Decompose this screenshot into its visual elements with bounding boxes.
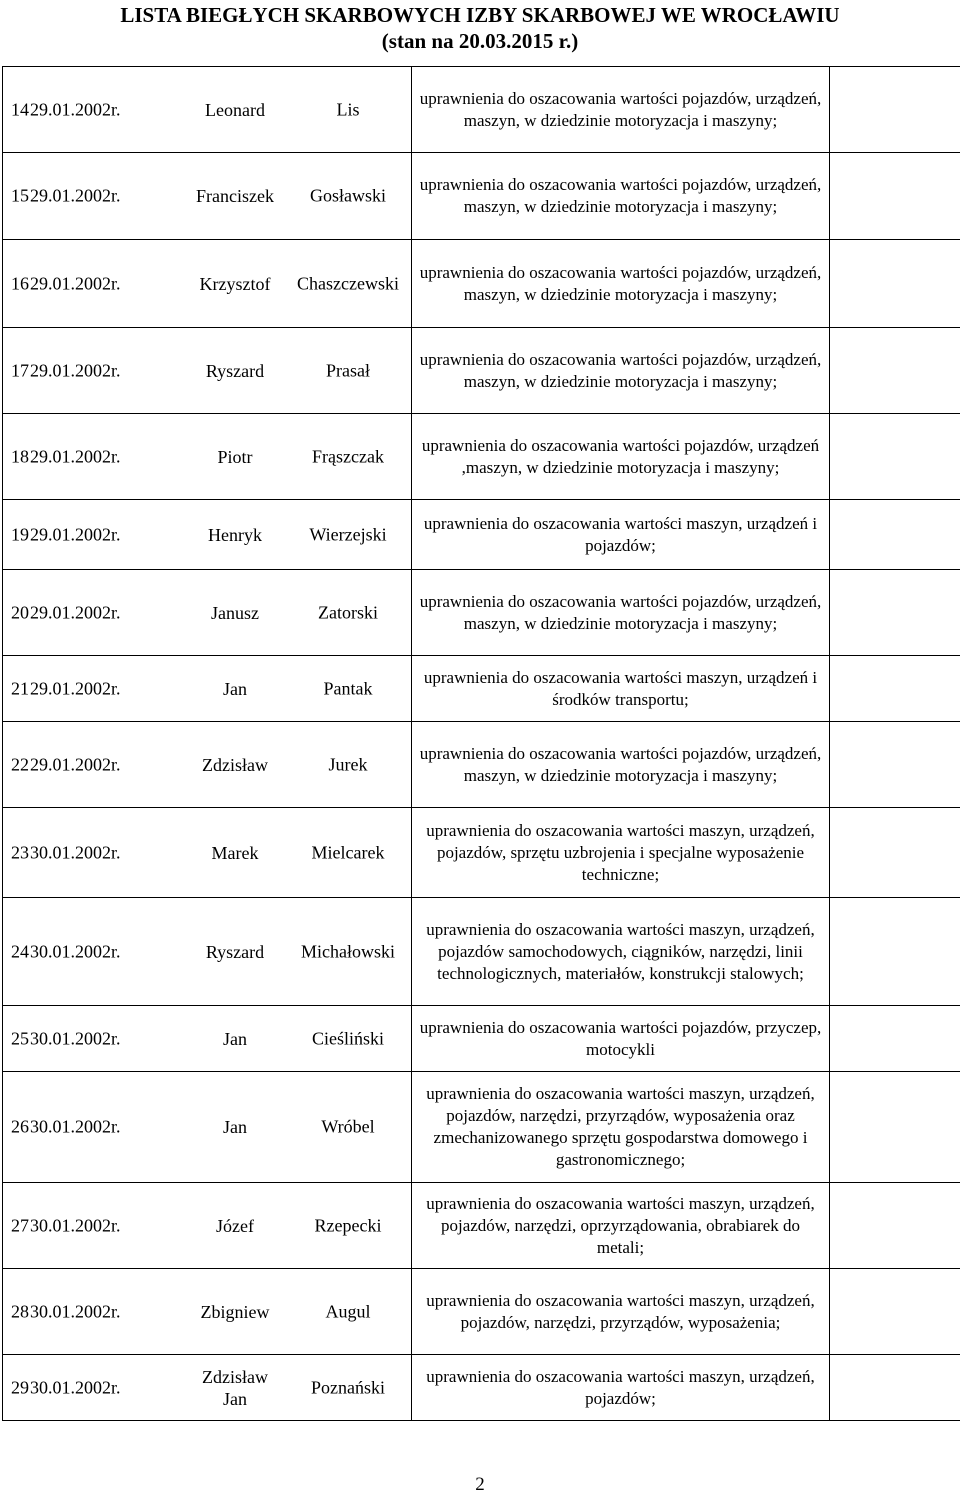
document-subtitle: (stan na 20.03.2015 r.) xyxy=(0,29,960,53)
expert-cell xyxy=(3,1355,412,1421)
row-number: 25 xyxy=(11,1028,29,1049)
scope-cell xyxy=(412,722,830,808)
empty-cell xyxy=(830,153,960,240)
table-row xyxy=(3,1072,960,1183)
table-row xyxy=(3,153,960,240)
table-row xyxy=(3,414,960,500)
table-row xyxy=(3,1006,960,1072)
first-name: Marek xyxy=(212,842,259,864)
last-name: Frąszczak xyxy=(312,446,384,467)
scope-cell xyxy=(412,898,830,1006)
empty-cell xyxy=(830,240,960,328)
appointment-date: 30.01.2002r. xyxy=(30,1028,121,1049)
empty-cell xyxy=(830,808,960,898)
appointment-date: 29.01.2002r. xyxy=(30,186,121,207)
scope-text: uprawnienia do oszacowania wartości maszyn, urządzeń i pojazdów; xyxy=(412,513,829,557)
last-name: Augul xyxy=(326,1301,371,1322)
row-number: 23 xyxy=(11,842,29,863)
appointment-date: 29.01.2002r. xyxy=(30,446,121,467)
expert-cell xyxy=(3,500,412,570)
first-name: Józef xyxy=(216,1215,254,1237)
expert-cell xyxy=(3,1183,412,1269)
first-name: Piotr xyxy=(217,446,252,468)
last-name: Prasał xyxy=(326,360,370,381)
appointment-date: 29.01.2002r. xyxy=(30,360,121,381)
expert-cell xyxy=(3,898,412,1006)
last-name: Cieśliński xyxy=(312,1028,384,1049)
appointment-date: 30.01.2002r. xyxy=(30,1301,121,1322)
expert-cell xyxy=(3,67,412,153)
last-name: Michałowski xyxy=(301,941,395,962)
scope-text: uprawnienia do oszacowania wartości maszyn, urządzeń, pojazdów samochodowych, ciągników, narzędzi, linii technologicznych, materiałów, konstrukcji stalowych; xyxy=(412,919,829,985)
first-name: Zbigniew xyxy=(201,1301,270,1323)
last-name: Mielcarek xyxy=(312,842,385,863)
first-name: Zdzisław Jan xyxy=(202,1366,268,1410)
first-name: Henryk xyxy=(208,524,262,546)
last-name: Zatorski xyxy=(318,602,378,623)
appointment-date: 30.01.2002r. xyxy=(30,1377,121,1398)
first-name: Zdzisław xyxy=(202,754,268,776)
first-name: Jan xyxy=(223,1028,247,1050)
page-number: 2 xyxy=(0,1474,960,1496)
row-number: 29 xyxy=(11,1377,29,1398)
scope-cell xyxy=(412,1183,830,1269)
table-row xyxy=(3,808,960,898)
scope-text: uprawnienia do oszacowania wartości pojazdów, urządzeń, maszyn, w dziedzinie motoryzacja i maszyny; xyxy=(412,262,829,306)
row-number: 24 xyxy=(11,941,29,962)
scope-cell xyxy=(412,570,830,656)
scope-cell xyxy=(412,656,830,722)
last-name: Pantak xyxy=(324,678,373,699)
scope-text: uprawnienia do oszacowania wartości pojazdów, przyczep, motocykli xyxy=(412,1017,829,1061)
expert-cell xyxy=(3,656,412,722)
row-number: 19 xyxy=(11,524,29,545)
empty-cell xyxy=(830,898,960,1006)
scope-text: uprawnienia do oszacowania wartości maszyn, urządzeń, pojazdów, narzędzi, oprzyrządowania, obrabiarek do metali; xyxy=(412,1193,829,1259)
scope-cell xyxy=(412,808,830,898)
row-number: 28 xyxy=(11,1301,29,1322)
appointment-date: 29.01.2002r. xyxy=(30,524,121,545)
appointment-date: 29.01.2002r. xyxy=(30,99,121,120)
scope-cell xyxy=(412,1072,830,1183)
scope-cell xyxy=(412,328,830,414)
row-number: 14 xyxy=(11,99,29,120)
empty-cell xyxy=(830,1269,960,1355)
row-number: 15 xyxy=(11,186,29,207)
last-name: Wróbel xyxy=(321,1117,374,1138)
row-number: 26 xyxy=(11,1117,29,1138)
last-name: Chaszczewski xyxy=(297,273,399,294)
scope-cell xyxy=(412,414,830,500)
row-number: 22 xyxy=(11,754,29,775)
scope-cell xyxy=(412,1006,830,1072)
last-name: Jurek xyxy=(329,754,368,775)
first-name: Krzysztof xyxy=(200,273,271,295)
scope-text: uprawnienia do oszacowania wartości pojazdów, urządzeń, maszyn, w dziedzinie motoryzacja i maszyny; xyxy=(412,349,829,393)
appointment-date: 29.01.2002r. xyxy=(30,602,121,623)
empty-cell xyxy=(830,414,960,500)
last-name: Lis xyxy=(336,99,359,120)
expert-cell xyxy=(3,570,412,656)
table-row xyxy=(3,1183,960,1269)
empty-cell xyxy=(830,570,960,656)
expert-cell xyxy=(3,414,412,500)
table-row xyxy=(3,656,960,722)
expert-cell xyxy=(3,153,412,240)
appointment-date: 29.01.2002r. xyxy=(30,273,121,294)
table-row xyxy=(3,722,960,808)
table-row xyxy=(3,67,960,153)
expert-cell xyxy=(3,1269,412,1355)
table-row xyxy=(3,570,960,656)
expert-cell xyxy=(3,722,412,808)
scope-text: uprawnienia do oszacowania wartości pojazdów, urządzeń ,maszyn, w dziedzinie motoryzacja i maszyny; xyxy=(412,435,829,479)
appointment-date: 30.01.2002r. xyxy=(30,842,121,863)
row-number: 17 xyxy=(11,360,29,381)
appointment-date: 30.01.2002r. xyxy=(30,941,121,962)
scope-cell xyxy=(412,1269,830,1355)
appointment-date: 29.01.2002r. xyxy=(30,754,121,775)
empty-cell xyxy=(830,722,960,808)
expert-cell xyxy=(3,1006,412,1072)
scope-text: uprawnienia do oszacowania wartości maszyn, urządzeń, pojazdów, narzędzi, przyrządów, wyposażenia; xyxy=(412,1290,829,1334)
scope-cell xyxy=(412,67,830,153)
scope-text: uprawnienia do oszacowania wartości pojazdów, urządzeń, maszyn, w dziedzinie motoryzacja i maszyny; xyxy=(412,591,829,635)
appointment-date: 29.01.2002r. xyxy=(30,678,121,699)
first-name: Franciszek xyxy=(196,185,274,207)
empty-cell xyxy=(830,1072,960,1183)
first-name: Leonard xyxy=(205,99,265,121)
document-title: LISTA BIEGŁYCH SKARBOWYCH IZBY SKARBOWEJ WE WROCŁAWIU xyxy=(0,3,960,27)
scope-text: uprawnienia do oszacowania wartości maszyn, urządzeń, pojazdów, narzędzi, przyrządów, wyposażenia oraz zmechanizowanego sprzętu gospodarstwa domowego i gastronomicznego; xyxy=(412,1083,829,1171)
expert-cell xyxy=(3,1072,412,1183)
scope-text: uprawnienia do oszacowania wartości maszyn, urządzeń, pojazdów; xyxy=(412,1366,829,1410)
first-name: Jan xyxy=(223,1116,247,1138)
empty-cell xyxy=(830,500,960,570)
scope-text: uprawnienia do oszacowania wartości maszyn, urządzeń, pojazdów, sprzętu uzbrojenia i specjalne wyposażenie techniczne; xyxy=(412,820,829,886)
scope-cell xyxy=(412,1355,830,1421)
first-name: Ryszard xyxy=(206,360,264,382)
scope-text: uprawnienia do oszacowania wartości pojazdów, urządzeń, maszyn, w dziedzinie motoryzacja i maszyny; xyxy=(412,174,829,218)
first-name: Ryszard xyxy=(206,941,264,963)
last-name: Wierzejski xyxy=(309,524,386,545)
scope-text: uprawnienia do oszacowania wartości pojazdów, urządzeń, maszyn, w dziedzinie motoryzacja i maszyny; xyxy=(412,88,829,132)
experts-table xyxy=(2,66,960,1421)
empty-cell xyxy=(830,1006,960,1072)
row-number: 21 xyxy=(11,678,29,699)
appointment-date: 30.01.2002r. xyxy=(30,1117,121,1138)
table-row xyxy=(3,898,960,1006)
expert-cell xyxy=(3,328,412,414)
appointment-date: 30.01.2002r. xyxy=(30,1215,121,1236)
last-name: Poznański xyxy=(311,1377,385,1398)
expert-cell xyxy=(3,808,412,898)
table-row xyxy=(3,1355,960,1421)
row-number: 18 xyxy=(11,446,29,467)
last-name: Gosławski xyxy=(310,186,386,207)
scope-text: uprawnienia do oszacowania wartości pojazdów, urządzeń, maszyn, w dziedzinie motoryzacja i maszyny; xyxy=(412,743,829,787)
empty-cell xyxy=(830,67,960,153)
table-row xyxy=(3,1269,960,1355)
first-name: Jan xyxy=(223,678,247,700)
empty-cell xyxy=(830,328,960,414)
empty-cell xyxy=(830,1355,960,1421)
first-name: Janusz xyxy=(211,602,259,624)
empty-cell xyxy=(830,1183,960,1269)
empty-cell xyxy=(830,656,960,722)
scope-cell xyxy=(412,240,830,328)
row-number: 16 xyxy=(11,273,29,294)
scope-cell xyxy=(412,500,830,570)
last-name: Rzepecki xyxy=(315,1215,382,1236)
scope-cell xyxy=(412,153,830,240)
expert-cell xyxy=(3,240,412,328)
table-row xyxy=(3,500,960,570)
scope-text: uprawnienia do oszacowania wartości maszyn, urządzeń i środków transportu; xyxy=(412,667,829,711)
row-number: 27 xyxy=(11,1215,29,1236)
row-number: 20 xyxy=(11,602,29,623)
table-row xyxy=(3,328,960,414)
table-row xyxy=(3,240,960,328)
